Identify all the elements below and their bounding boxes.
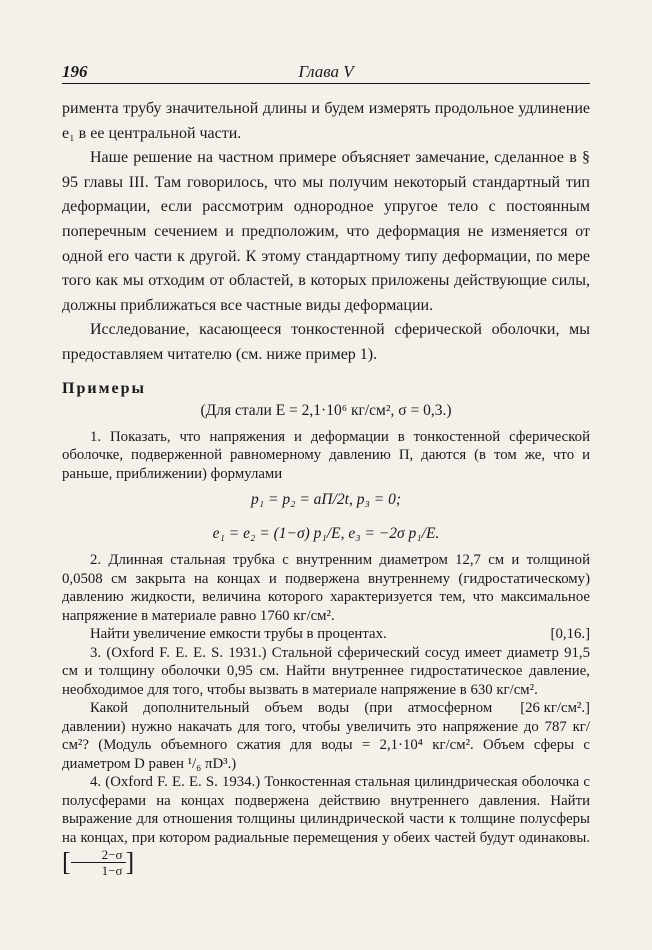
example-3-answer: [26 кг/см².]	[520, 700, 590, 717]
example-4: 4. (Oxford F. E. E. S. 1934.) Тонкостенная стальная цилиндрическая оболочка с полусферами на концах подвержена действию внутреннего давления. Найти выражение для отношения толщины цилиндрической части к толщине полусферы на концах, при котором радиальные перемещения у обеих частей будут одинаковы. [ $\frac{2-\sigma}{1-\sigma}$ ]	[62, 774, 590, 879]
example-2: 2. Длинная стальная трубка с внутренним диаметром 12,7 см и толщиной 0,0508 см закрыта на концах и подвержена внутреннему (гидростатическому) давлению жидкости, величина которого характеризуется тем, что максимальное напряжение в материале равно 1760 кг/см².	[62, 552, 590, 624]
header-rule	[62, 83, 590, 84]
formula-strain: e₁ = e₂ = (1−σ) p₁/E, e₃ = −2σ p₁/E.	[212, 525, 440, 543]
example-3-question: Какой дополнительный объем воды (при атмосферном давлении) нужно накачать для того, чтобы увеличить это напряжение до 787 кг/см²? (Модуль объемного сжатия для воды = 2,1·10⁴ кг/см². Объем сферы с диаметром D равен ¹/₆ πD³.)	[62, 700, 590, 772]
main-text	[62, 97, 590, 368]
example-1: 1. Показать, что напряжения и деформации в тонкостенной сферической оболочке, подверженной равномерному давлению Π, даются (в том же, что и раньше, приближении) формулами	[62, 428, 590, 482]
example-4-answer: $\frac{2-\sigma}{1-\sigma}$	[71, 847, 126, 878]
page-header	[62, 58, 590, 86]
paragraph: Исследование, касающееся тонкостенной сферической оболочки, мы предоставляем читателю (см. ниже пример 1).	[62, 321, 590, 363]
page	[62, 58, 590, 878]
example-2-answer: [0,16.]	[550, 626, 590, 643]
formula-stress: p₁ = p₂ = aΠ/2t, p₃ = 0;	[250, 491, 401, 509]
paragraph: Наше решение на частном примере объясняет замечание, сделанное в § 95 главы III. Там говорилось, что мы получим некоторый стандартный тип деформации, если рассмотрим однородное упругое тело с постоянным поперечным сечением и предположим, что деформация не изменяется от одной его части к другой. К этому стандартному типу деформации, по мере того как мы отходим от областей, в которых приложены действующие силы, должны приближаться все частные виды деформации.	[62, 149, 590, 314]
chapter-title: Глава V	[298, 62, 354, 81]
examples-list	[62, 428, 590, 879]
answer-bracket-right: ]	[125, 847, 135, 877]
answer-bracket-left: [	[62, 847, 71, 877]
example-3: 3. (Oxford F. E. E. S. 1931.) Стальной сферический сосуд имеет диаметр 91,5 см и толщину оболочки 0,95 см. Найти внутреннее гидростатическое давление, необходимое для того, чтобы вызвать в материале напряжение в 630 кг/см². [26 кг/см².]	[62, 644, 590, 717]
steel-constants-note: (Для стали E = 2,1·10⁶ кг/см², σ = 0,3.)	[200, 401, 452, 419]
examples-heading: Примеры	[62, 379, 146, 397]
example-2-question: Найти увеличение емкости трубы в процентах. [0,16.]	[90, 626, 590, 643]
paragraph: римента трубу значительной длины и будем измерять продольное удлинение e₁ в ее центральной части.	[62, 100, 590, 142]
page-number: 196	[62, 62, 88, 81]
